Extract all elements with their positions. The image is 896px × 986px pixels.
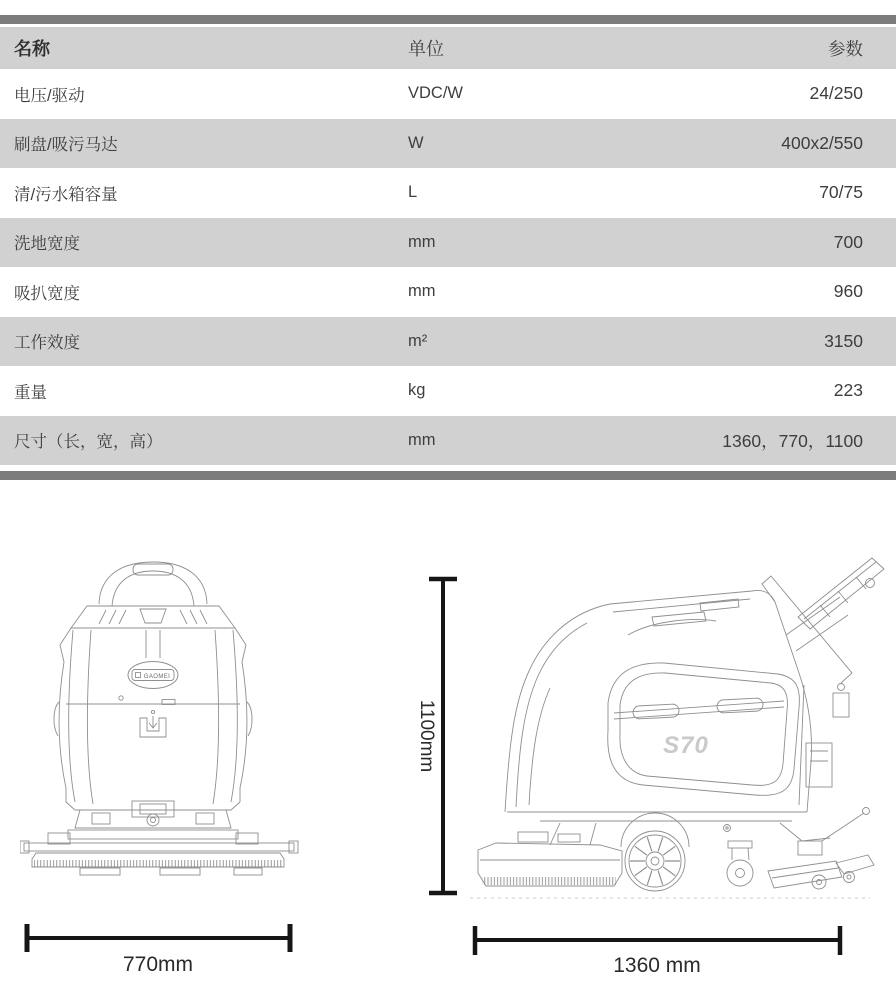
table-row (0, 366, 896, 416)
spec-unit-cell: L (408, 183, 418, 202)
spec-unit-cell: kg (408, 381, 426, 400)
brush-deck (32, 853, 284, 875)
steering-handle (798, 558, 884, 629)
push-handle (99, 562, 207, 604)
top-divider-bar (0, 15, 896, 24)
spec-name-cell: 尺寸（长，宽，高） (14, 433, 163, 452)
table-row (0, 168, 896, 218)
dimension-770 (27, 924, 290, 976)
spec-name-cell: 洗地宽度 (14, 235, 80, 254)
header-value: 参数 (828, 38, 863, 59)
brand-logo-text: GAOMEI (143, 674, 171, 680)
table-row (0, 69, 896, 119)
spec-name-cell: 工作效度 (14, 334, 80, 353)
header-unit: 单位 (408, 39, 444, 59)
table-row (0, 218, 896, 268)
spec-name-cell: 清/污水箱容量 (14, 185, 118, 204)
spec-name-cell: 刷盘/吸污马达 (14, 136, 118, 155)
front-view-drawing (20, 550, 320, 980)
spec-table-header (0, 27, 896, 69)
brush-deck-side (478, 823, 622, 886)
bottom-divider-bar (0, 471, 896, 480)
spec-value-cell: 223 (833, 380, 863, 401)
drive-wheel (621, 813, 689, 891)
spec-unit-cell: mm (408, 430, 436, 449)
spec-name-cell: 电压/驱动 (14, 86, 85, 105)
dim-label-770: 770mm (122, 953, 194, 976)
vent-slats (99, 610, 207, 624)
table-row (0, 119, 896, 169)
spec-value-cell: 700 (833, 231, 863, 252)
header-name: 名称 (14, 39, 50, 59)
caster-wheel (727, 841, 753, 886)
brand-logo (128, 662, 178, 689)
spec-value-cell: 70/75 (819, 182, 863, 203)
dim-label-1360: 1360 mm (613, 954, 701, 977)
spec-value-cell: 400x2/550 (781, 132, 863, 153)
dim-label-1100: 1100mm (416, 699, 437, 773)
model-label-s70: S70 (663, 732, 709, 759)
table-row (0, 317, 896, 367)
table-row (0, 267, 896, 317)
spec-value-cell: 24/250 (809, 83, 863, 104)
spec-unit-cell: W (408, 133, 424, 152)
fill-water-icon (140, 710, 166, 737)
spec-name-cell: 重量 (14, 383, 47, 402)
spec-name-cell: 吸扒宽度 (14, 284, 80, 303)
spec-table (0, 27, 896, 465)
dimension-1100 (416, 579, 457, 893)
side-view-drawing (400, 555, 896, 986)
squeegee-assembly (768, 808, 874, 890)
machine-front-outline (20, 562, 298, 875)
spec-unit-cell: m² (408, 331, 428, 350)
spec-unit-cell: VDC/W (408, 84, 463, 103)
table-row (0, 416, 896, 466)
spec-value-cell: 1360，770，1100 (722, 430, 863, 451)
spec-unit-cell: mm (408, 232, 436, 251)
machine-side-outline (470, 558, 884, 898)
dimension-1360 (475, 926, 840, 977)
spec-unit-cell: mm (408, 282, 436, 301)
spec-value-cell: 3150 (824, 330, 863, 351)
spec-value-cell: 960 (833, 281, 863, 302)
